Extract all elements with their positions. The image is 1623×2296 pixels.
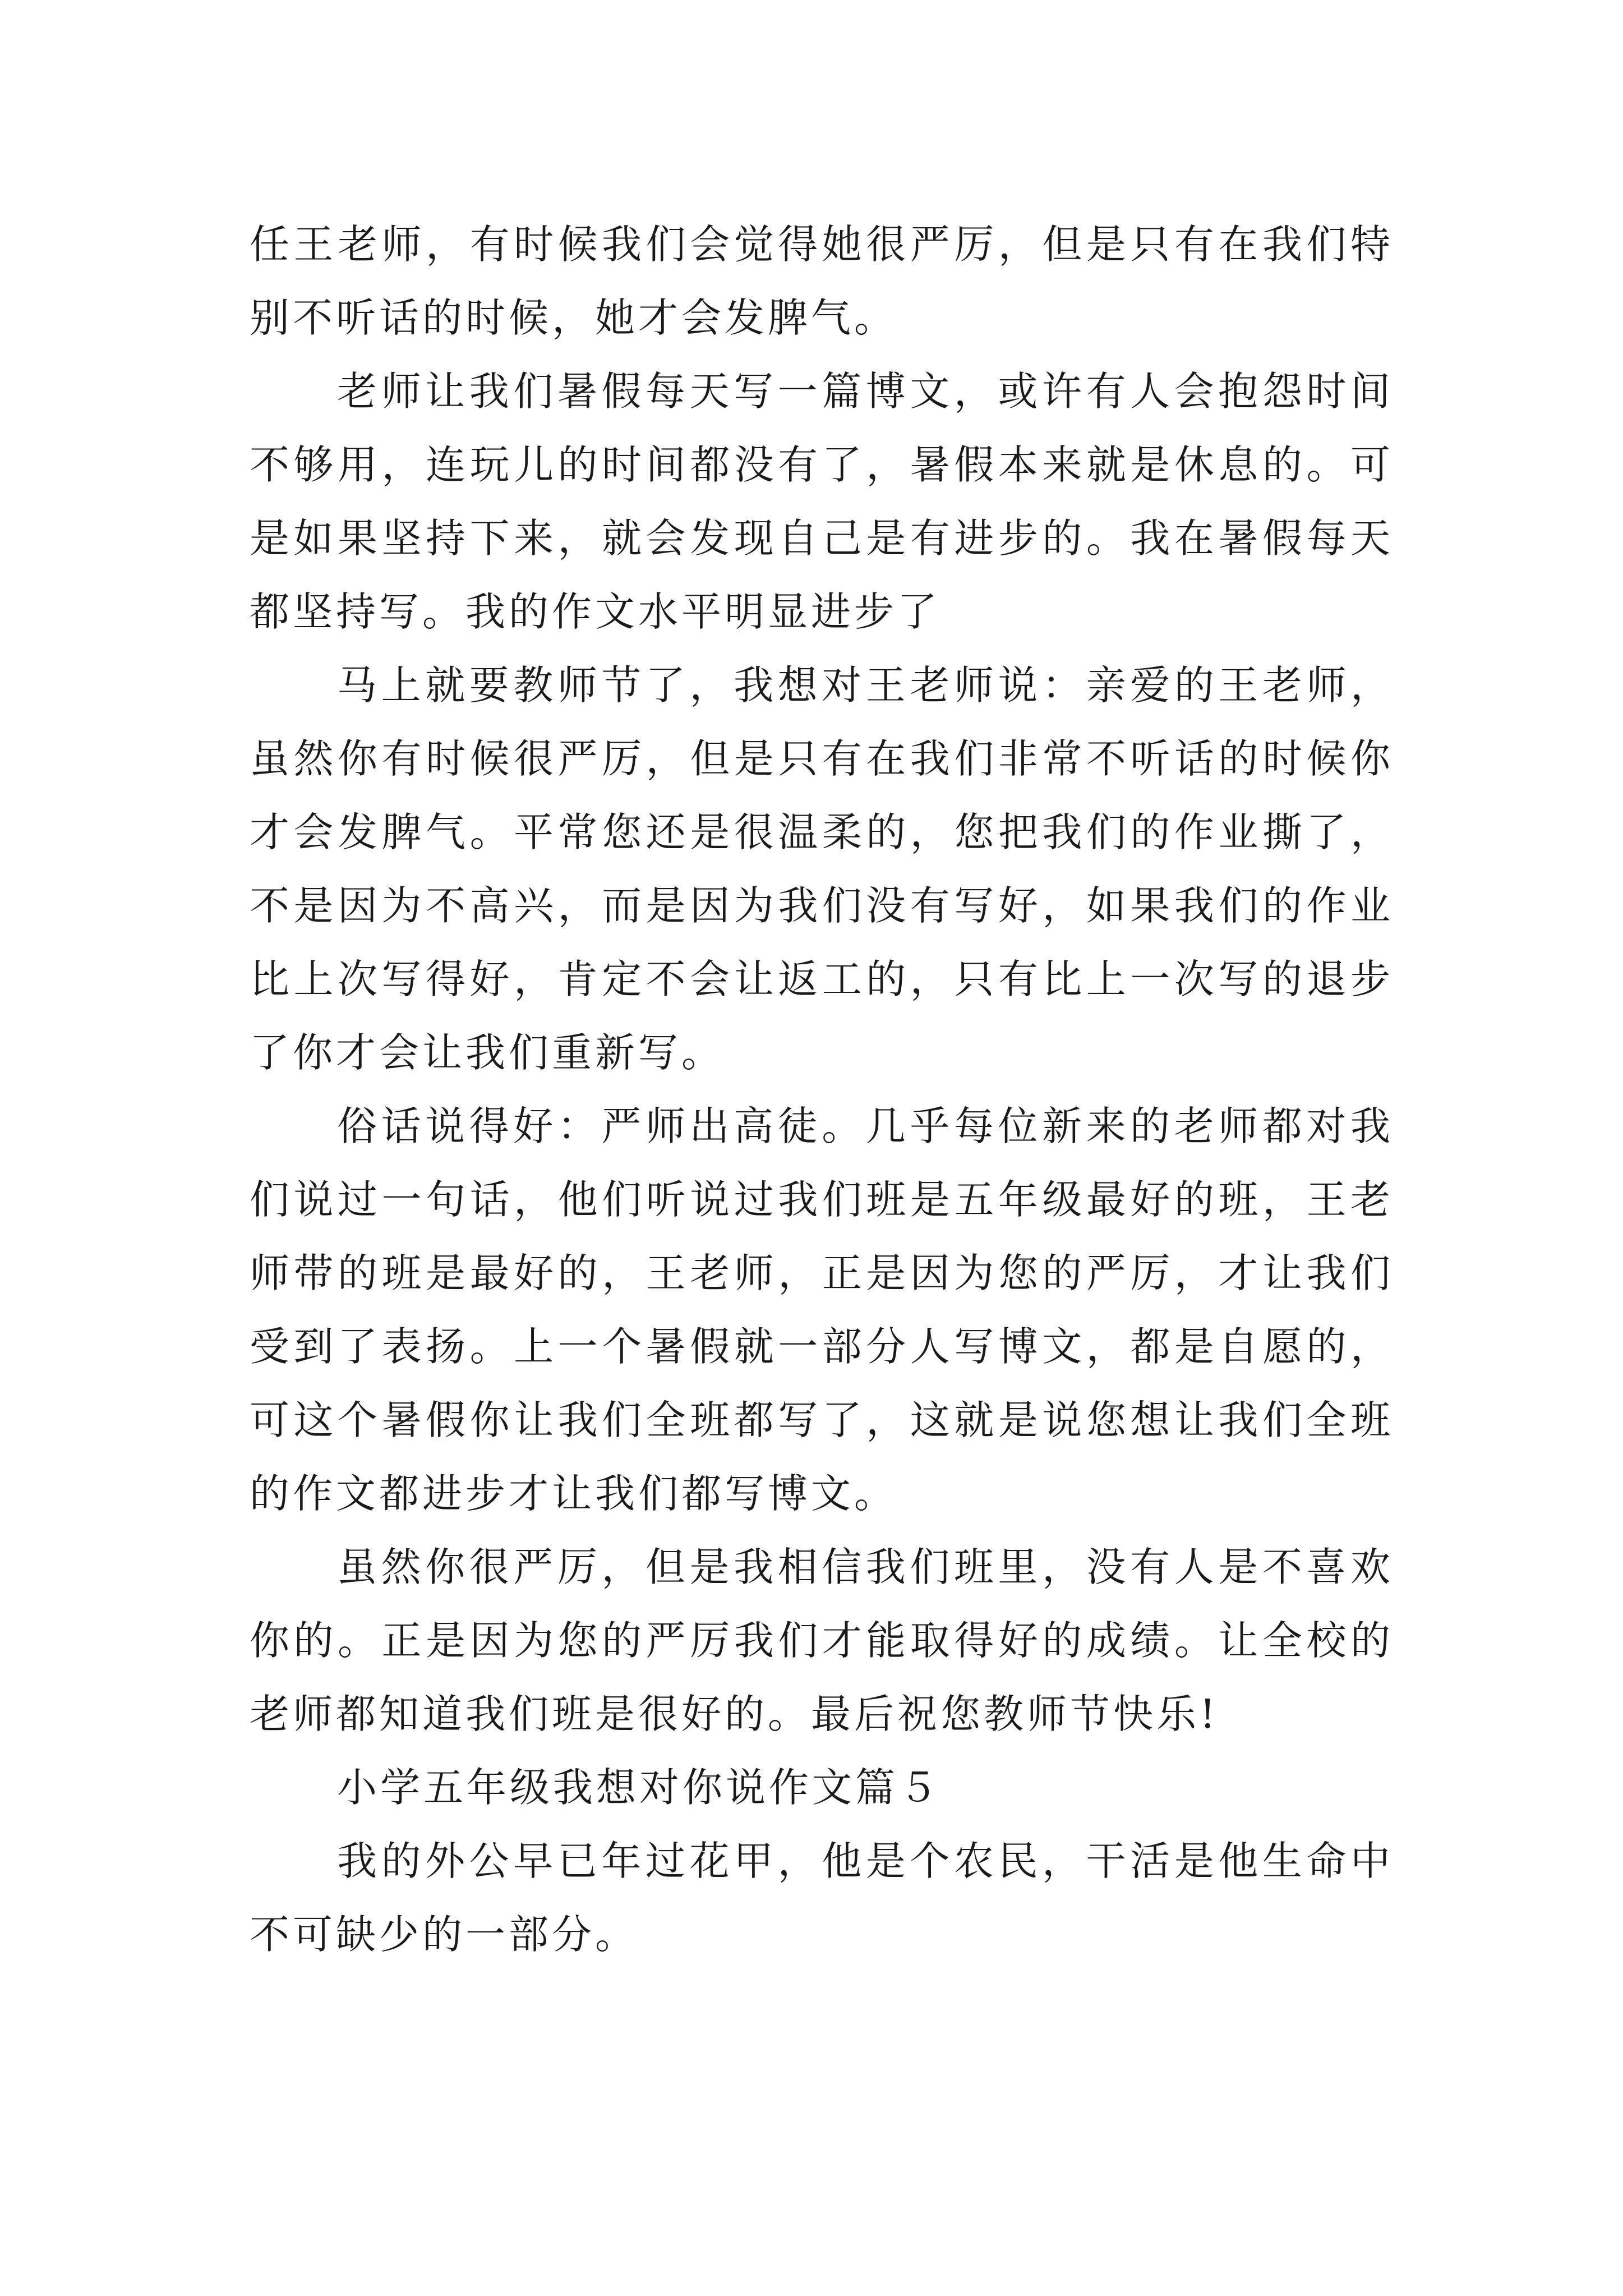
paragraph-proverb: 俗话说得好：严师出高徒。几乎每位新来的老师都对我们说过一句话，他们听说过我们班是五年级最好的班，王老师带的班是最好的，王老师，正是因为您的严厉，才让我们受到了表扬。上一个暑假就一部分人写博文，都是自愿的，可这个暑假你让我们全班都写了，这就是说您想让我们全班的作文都进步才让我们都写博文。 (250, 1103, 1394, 1517)
paragraph-teachers-day: 马上就要教师节了，我想对王老师说：亲爱的王老师，虽然你有时候很严厉，但是只有在我们非常不听话的时候你才会发脾气。平常您还是很温柔的，您把我们的作业撕了，不是因为不高兴，而是因为我们没有写好，如果我们的作业比上次写得好，肯定不会让返工的，只有比上一次写的退步了你才会让我们重新写。 (250, 662, 1394, 1076)
document-body (250, 208, 1394, 1971)
paragraph-summer-blog: 老师让我们暑假每天写一篇博文，或许有人会抱怨时间不够用，连玩儿的时间都没有了，暑假本来就是休息的。可是如果坚持下来，就会发现自己是有进步的。我在暑假每天都坚持写。我的作文水平明显进步了 (250, 368, 1394, 635)
paragraph-closing: 虽然你很严厉，但是我相信我们班里，没有人是不喜欢你的。正是因为您的严厉我们才能取得好的成绩。让全校的老师都知道我们班是很好的。最后祝您教师节快乐! (250, 1544, 1394, 1737)
paragraph-grandfather: 我的外公早已年过花甲，他是个农民，干活是他生命中不可缺少的一部分。 (250, 1838, 1394, 1958)
paragraph-continuation: 任王老师，有时候我们会觉得她很严厉，但是只有在我们特别不听话的时候，她才会发脾气。 (250, 221, 1394, 341)
essay-heading: 小学五年级我想对你说作文篇５ (337, 1764, 942, 1811)
